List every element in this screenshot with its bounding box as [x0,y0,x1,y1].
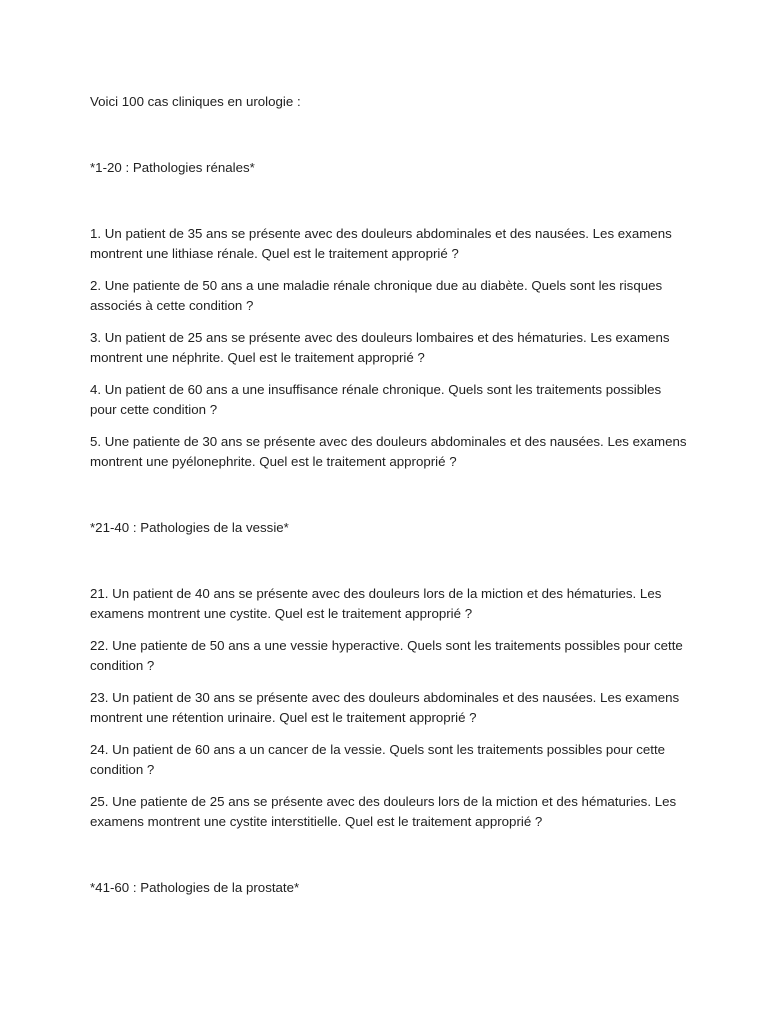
section-title-renal: *1-20 : Pathologies rénales* [90,160,255,175]
case-item-1: 1. Un patient de 35 ans se présente avec des douleurs abdominales et des nausées. Les examens montrent une lithiase rénale. Quel est le traitement approprié ? [90,226,672,261]
case-item-5: 5. Une patiente de 30 ans se présente avec des douleurs abdominales et des nausées. Les examens montrent une pyélonephrite. Quel est le traitement approprié ? [90,434,687,469]
section-title-prostate: *41-60 : Pathologies de la prostate* [90,880,300,895]
case-item-3: 3. Un patient de 25 ans se présente avec des douleurs lombaires et des hématuries. Les examens montrent une néphrite. Quel est le traitement approprié ? [90,330,670,365]
case-item-23: 23. Un patient de 30 ans se présente avec des douleurs abdominales et des nausées. Les examens montrent une rétention urinaire. Quel est le traitement approprié ? [90,690,680,725]
section-renal [90,158,690,472]
case-item-25: 25. Une patiente de 25 ans se présente avec des douleurs lors de la miction et des hématuries. Les examens montrent une cystite interstitielle. Quel est le traitement approprié ? [90,794,677,829]
case-item-24: 24. Un patient de 60 ans a un cancer de la vessie. Quels sont les traitements possibles pour cette condition ? [90,742,666,777]
case-item-22: 22. Une patiente de 50 ans a une vessie hyperactive. Quels sont les traitements possibles pour cette condition ? [90,638,683,673]
case-item-2: 2. Une patiente de 50 ans a une maladie rénale chronique due au diabète. Quels sont les risques associés à cette condition ? [90,278,663,313]
case-list-renal [90,224,690,472]
section-title-bladder: *21-40 : Pathologies de la vessie* [90,520,289,535]
case-list-bladder [90,584,690,832]
document-page [90,92,690,944]
case-item-4: 4. Un patient de 60 ans a une insuffisance rénale chronique. Quels sont les traitements possibles pour cette condition ? [90,382,662,417]
case-item-21: 21. Un patient de 40 ans se présente avec des douleurs lors de la miction et des hématuries. Les examens montrent une cystite. Quel est le traitement approprié ? [90,586,662,621]
intro-text: Voici 100 cas cliniques en urologie : [90,94,301,109]
section-prostate [90,878,690,898]
section-bladder [90,518,690,832]
